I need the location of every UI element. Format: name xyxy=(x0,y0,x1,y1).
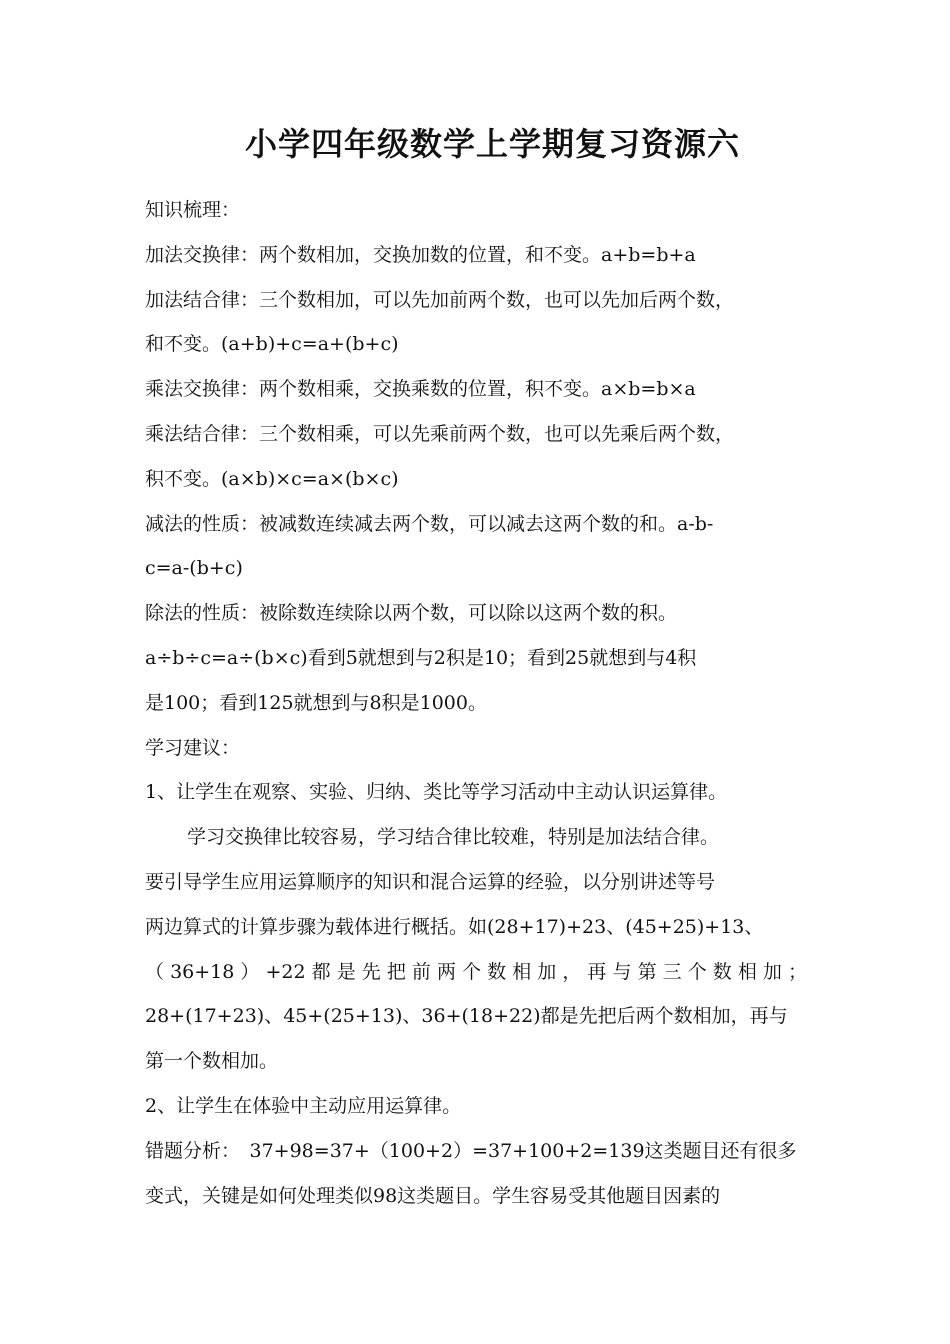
paragraph-line: 乘法交换律：两个数相乘，交换乘数的位置，积不变。a×b=b×a xyxy=(145,378,696,401)
paragraph-line: 除法的性质：被除数连续除以两个数，可以除以这两个数的积。 xyxy=(145,602,678,625)
paragraph-line: 加法结合律：三个数相加，可以先加前两个数，也可以先加后两个数， xyxy=(145,288,735,311)
paragraph-line: 加法交换律：两个数相加，交换加数的位置，和不变。a+b=b+a xyxy=(145,243,696,266)
paragraph-line: 是100；看到125就想到与8积是1000。 xyxy=(145,691,487,714)
paragraph-line: （36+18）+22都是先把前两个数相加，再与第三个数相加； xyxy=(145,960,807,983)
paragraph-line: 变式，关键是如何处理类似98这类题目。学生容易受其他题目因素的 xyxy=(145,1184,721,1207)
paragraph-line: 减法的性质：被减数连续减去两个数，可以减去这两个数的和。a-b- xyxy=(145,512,714,535)
paragraph-line: 错题分析： 37+98=37+（100+2）=37+100+2=139这类题目还有很多 xyxy=(145,1139,797,1162)
document-title: 小学四年级数学上学期复习资源六 xyxy=(245,125,741,163)
document-body xyxy=(145,188,807,1218)
paragraph-line: 2、让学生在体验中主动应用运算律。 xyxy=(145,1094,462,1117)
paragraph-line: 要引导学生应用运算顺序的知识和混合运算的经验，以分别讲述等号 xyxy=(145,870,716,893)
paragraph-line: 积不变。(a×b)×c=a×(b×c) xyxy=(145,467,399,490)
paragraph-line: 乘法结合律：三个数相乘，可以先乘前两个数，也可以先乘后两个数， xyxy=(145,422,735,445)
paragraph-line: 第一个数相加。 xyxy=(145,1050,279,1073)
paragraph-line: 学习交换律比较容易，学习结合律比较难，特别是加法结合律。 xyxy=(187,826,720,849)
paragraph-line: a÷b÷c=a÷(b×c)看到5就想到与2积是10；看到25就想到与4积 xyxy=(145,646,697,669)
section-heading-advice: 学习建议： xyxy=(145,736,241,759)
paragraph-line: c=a-(b+c) xyxy=(145,557,243,580)
paragraph-line: 1、让学生在观察、实验、归纳、类比等学习活动中主动认识运算律。 xyxy=(145,781,728,804)
paragraph-line: 两边算式的计算步骤为载体进行概括。如(28+17)+23、(45+25)+13、 xyxy=(145,915,764,938)
paragraph-line: 和不变。(a+b)+c=a+(b+c) xyxy=(145,333,399,356)
paragraph-line: 28+(17+23)、45+(25+13)、36+(18+22)都是先把后两个数相加，再与 xyxy=(145,1005,788,1028)
section-heading-knowledge: 知识梳理： xyxy=(145,199,241,221)
